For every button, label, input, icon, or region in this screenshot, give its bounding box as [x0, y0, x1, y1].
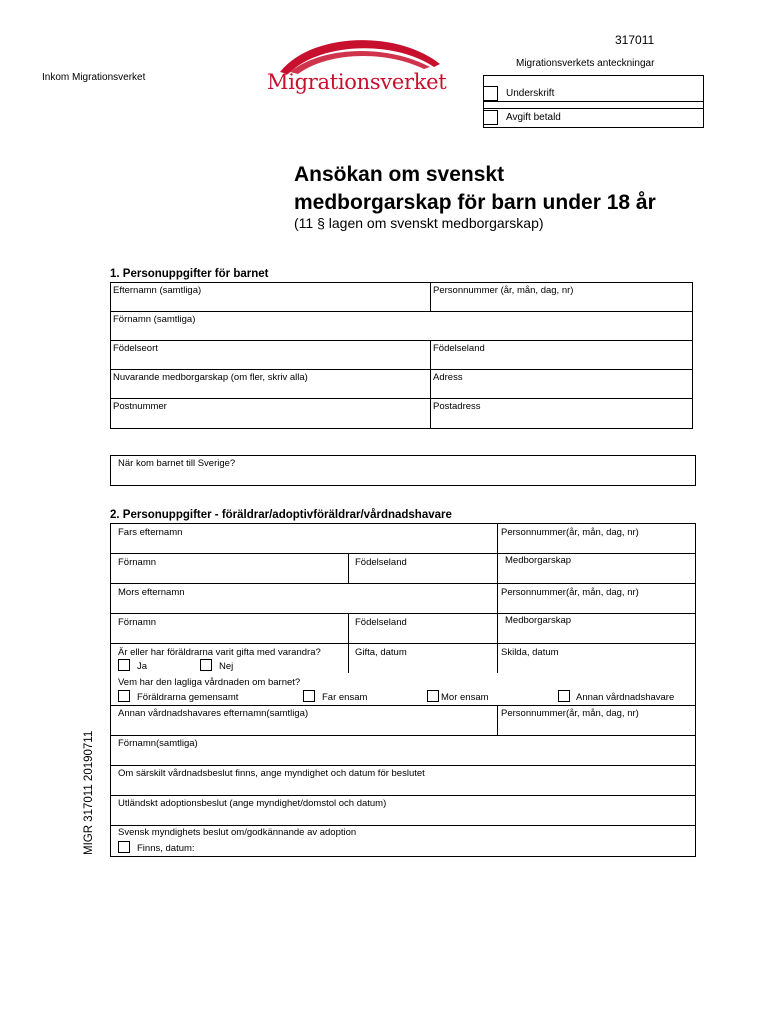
father-birth-country-field[interactable]: Födelseland: [355, 557, 407, 568]
swedish-authority-label: Svensk myndighets beslut om/godkännande av adoption: [118, 827, 357, 838]
section1-table: [110, 282, 693, 429]
arrival-date-field[interactable]: När kom barnet till Sverige?: [118, 458, 236, 469]
divider: [497, 705, 498, 735]
foreign-adoption-field[interactable]: Utländskt adoptionsbeslut (ange myndighet/domstol och datum): [118, 798, 387, 809]
child-first-name-field[interactable]: Förnamn (samtliga): [113, 314, 196, 325]
divider: [110, 398, 693, 399]
form-number: 317011: [615, 33, 655, 47]
adoption-exists-checkbox[interactable]: [118, 841, 130, 853]
divider: [110, 583, 696, 584]
custody-mother-checkbox[interactable]: [427, 690, 439, 702]
custody-joint-label: Föräldrarna gemensamt: [137, 692, 239, 703]
child-birthplace-field[interactable]: Födelseort: [113, 343, 158, 354]
divider: [110, 553, 696, 554]
mother-birth-country-field[interactable]: Födelseland: [355, 617, 407, 628]
logo-arc: [262, 34, 452, 74]
divider: [483, 108, 704, 109]
married-no-label: Nej: [219, 661, 234, 672]
custody-other-checkbox[interactable]: [558, 690, 570, 702]
divider: [110, 643, 696, 644]
signature-label: Underskrift: [506, 88, 555, 99]
child-surname-field[interactable]: Efternamn (samtliga): [113, 285, 202, 296]
mother-first-name-field[interactable]: Förnamn: [118, 617, 157, 628]
logo-text: Migrationsverket: [267, 70, 447, 94]
custody-joint-checkbox[interactable]: [118, 690, 130, 702]
mother-surname-field[interactable]: Mors efternamn: [118, 587, 185, 598]
divider: [430, 340, 431, 429]
father-personal-number-field[interactable]: Personnummer(år, mån, dag, nr): [501, 527, 639, 538]
divider: [483, 101, 704, 102]
section1-heading: 1. Personuppgifter för barnet: [110, 268, 269, 280]
child-address-field[interactable]: Adress: [433, 372, 463, 383]
divider: [110, 795, 696, 796]
married-date-field[interactable]: Gifta, datum: [355, 647, 407, 658]
divider: [110, 765, 696, 766]
custody-other-label: Annan vårdnadshavare: [576, 692, 675, 703]
child-personal-number-field[interactable]: Personnummer (år, mån, dag, nr): [433, 285, 574, 296]
child-citizenship-field[interactable]: Nuvarande medborgarskap (om fler, skriv alla): [113, 372, 308, 383]
divider: [110, 705, 696, 706]
received-label: Inkom Migrationsverket: [42, 72, 146, 83]
child-postcode-field[interactable]: Postnummer: [113, 401, 167, 412]
other-guardian-personal-number-field[interactable]: Personnummer(år, mån, dag, nr): [501, 708, 639, 719]
side-form-code: MIGR 317011 20190711: [83, 730, 95, 855]
fee-paid-label: Avgift betald: [506, 112, 561, 123]
divider: [348, 613, 349, 673]
father-citizenship-field[interactable]: Medborgarskap: [505, 555, 572, 566]
title-line-2: medborgarskap för barn under 18 år: [294, 191, 656, 214]
father-surname-field[interactable]: Fars efternamn: [118, 527, 183, 538]
married-question: Är eller har föräldrarna varit gifta med varandra?: [118, 647, 321, 658]
signature-checkbox[interactable]: [483, 86, 498, 101]
mother-citizenship-field[interactable]: Medborgarskap: [505, 615, 572, 626]
custody-mother-label: Mor ensam: [441, 692, 489, 703]
divider: [497, 523, 498, 673]
custody-question: Vem har den lagliga vårdnaden om barnet?: [118, 677, 301, 688]
child-birth-country-field[interactable]: Födelseland: [433, 343, 485, 354]
section2-heading: 2. Personuppgifter - föräldrar/adoptivföräldrar/vårdnadshavare: [110, 509, 452, 521]
logo: [262, 34, 452, 100]
mother-personal-number-field[interactable]: Personnummer(år, mån, dag, nr): [501, 587, 639, 598]
divorced-date-field[interactable]: Skilda, datum: [501, 647, 559, 658]
divider: [430, 282, 431, 311]
married-yes-label: Ja: [137, 661, 148, 672]
divider: [110, 613, 696, 614]
divider: [110, 825, 696, 826]
child-postal-town-field[interactable]: Postadress: [433, 401, 481, 412]
custody-father-label: Far ensam: [322, 692, 368, 703]
married-yes-checkbox[interactable]: [118, 659, 130, 671]
divider: [110, 735, 696, 736]
custody-father-checkbox[interactable]: [303, 690, 315, 702]
other-guardian-surname-field[interactable]: Annan vårdnadshavares efternamn(samtliga): [118, 708, 309, 719]
title-line-1: Ansökan om svenskt: [294, 163, 505, 186]
fee-paid-checkbox[interactable]: [483, 110, 498, 125]
divider: [110, 369, 693, 370]
other-guardian-first-name-field[interactable]: Förnamn(samtliga): [118, 738, 198, 749]
special-custody-field[interactable]: Om särskilt vårdnadsbeslut finns, ange myndighet och datum för beslutet: [118, 768, 425, 779]
subtitle: (11 § lagen om svenskt medborgarskap): [294, 215, 544, 231]
divider: [110, 311, 693, 312]
divider: [110, 340, 693, 341]
divider: [348, 553, 349, 583]
adoption-exists-label: Finns, datum:: [137, 843, 195, 854]
agency-notes-title: Migrationsverkets anteckningar: [516, 58, 655, 69]
father-first-name-field[interactable]: Förnamn: [118, 557, 157, 568]
married-no-checkbox[interactable]: [200, 659, 212, 671]
